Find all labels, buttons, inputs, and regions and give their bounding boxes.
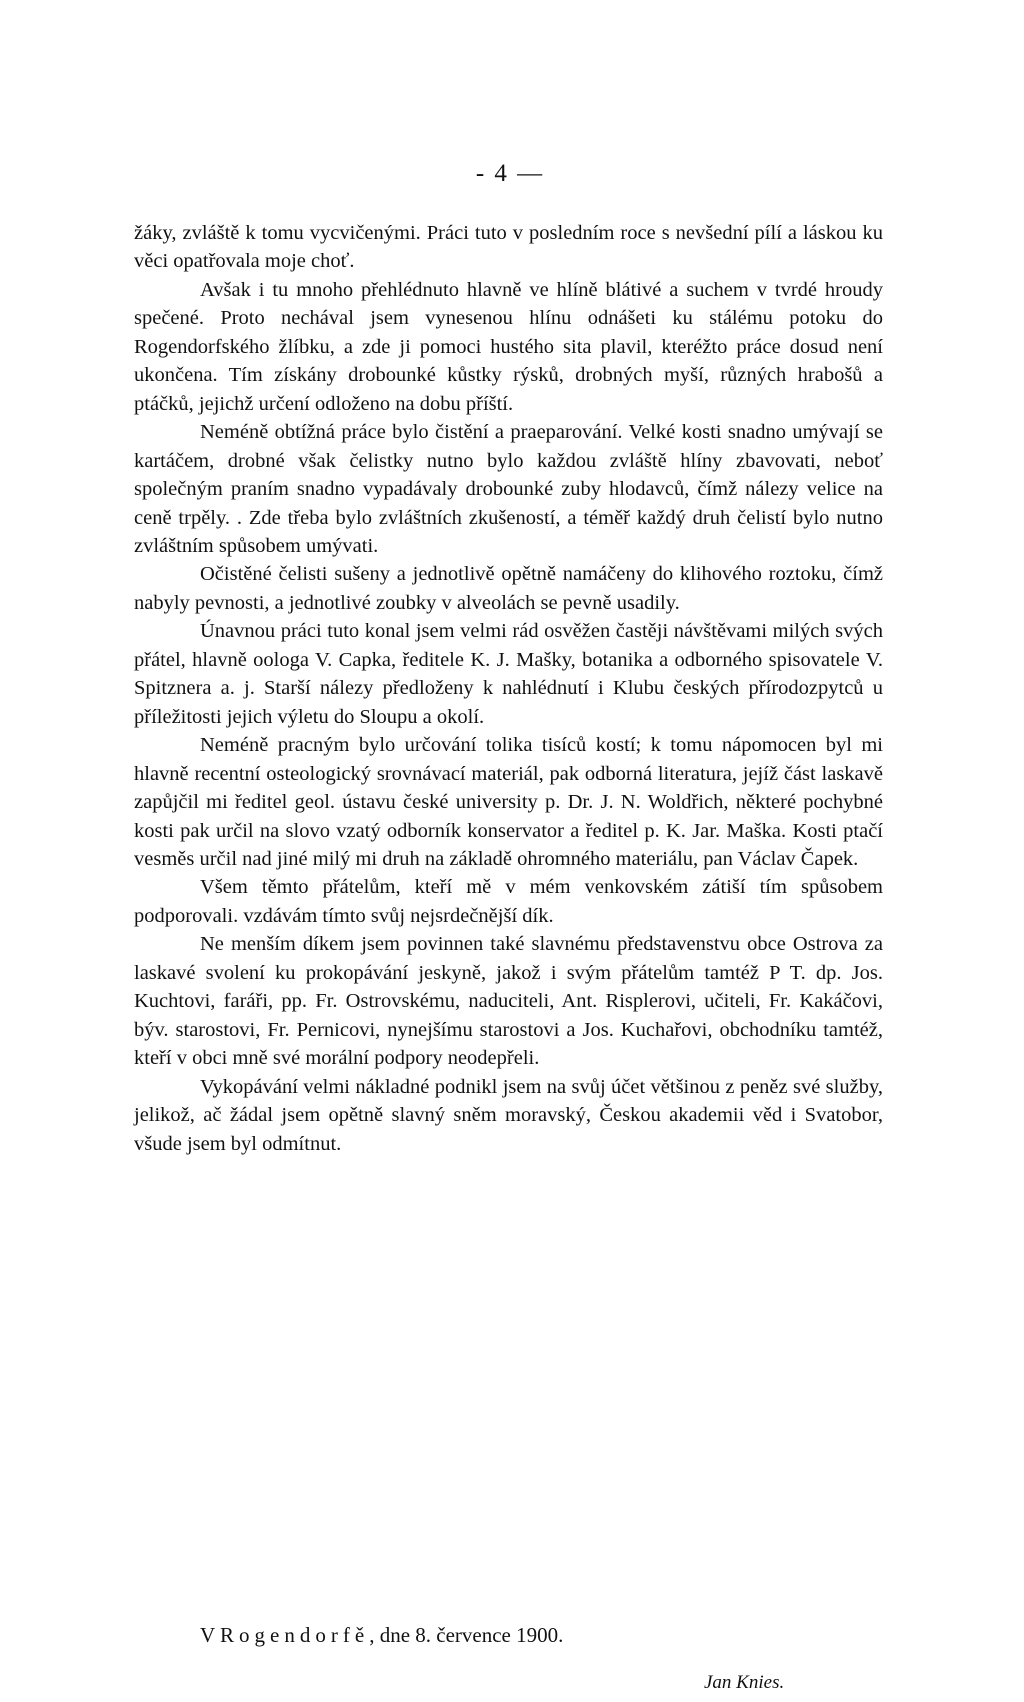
paragraph-drying: Očistěné čelisti sušeny a jednotlivě opětně namáčeny do klihového roztoku, čímž nabyly pevnosti, a jednotlivé zoubky v alveolách se pevně usadily. [134, 563, 883, 614]
paragraph-funding: Vykopávání velmi nákladné podnikl jsem na svůj účet většinou z peněz své služby, jelikož, ač žádal jsem opětně slavný sněm moravský, Českou akademii věd i Svatobor, všude jsem byl odmítnut. [134, 1075, 883, 1155]
page-number: - 4 — [475, 160, 545, 187]
paragraph-visits: Únavnou práci tuto konal jsem velmi rád osvěžen častěji návštěvami milých svých přátel, hlavně oologa V. Capka, ředitele K. J. Mašky, botanika a odborného spisovatele V. Spitznera a. j. Starší nálezy předloženy k nahlédnutí i Klubu českých přírodozpytců u příležitosti jejich výletu do Sloupu a okolí. [134, 620, 883, 728]
dateline-place: Rogendorfě [220, 1623, 370, 1647]
body-text [134, 219, 883, 1158]
paragraph-acknowledgement: Ne menším díkem jsem povinnen také slavnému představenstvu obce Ostrova za laskavé svolení ku prokopávání jeskyně, jakož i svým přátelům tamtéž P T. dp. Jos. Kuchtovi, faráři, pp. Fr. Ostrovskému, naduciteli, Ant. Risplerovi, učiteli, Fr. Kakáčovi, býv. starostovi, Fr. Pernicovi, nynejšímu starostovi a Jos. Kuchařovi, obchodníku tamtéž, kteří v obci mně své morální podpory neodepřeli. [134, 933, 883, 1070]
author-signature: Jan Knies. [704, 1672, 785, 1693]
paragraph-continuation: žáky, zvláště k tomu vycvičenými. Práci tuto v posledním roce s nevšední pílí a láskou ku věci opatřovala moje choť. [134, 222, 883, 273]
paragraph-thanks: Všem těmto přátelům, kteří mě v mém venkovském zátiší tím spůsobem podporovali. vzdávám tímto svůj nejsrdečnější dík. [134, 876, 883, 927]
paragraph-cleaning: Neméně obtížná práce bylo čistění a praeparování. Velké kosti snadno umývají se kartáčem, drobné však čelistky nutno bylo každou zvláště hlíny zbavovati, neboť společným praním snadno vypadávaly drobounké zuby hlodavců, čímž nálezy velice na ceně trpěly. . Zde třeba bylo zvláštních zkušeností, a téměř každý druh čelistí bylo nutno zvláštním spůsobem umývati. [134, 421, 883, 557]
paragraph-identification: Neméně pracným bylo určování tolika tisíců kostí; k tomu nápomocen byl mi hlavně recentní osteologický srovnávací materiál, pak odborná literatura, jejíž část laskavě zapůjčil mi ředitel geol. ústavu české university p. Dr. J. N. Woldřich, některé pochybné kosti pak určil na slovo vzatý odborník konservator a ředitel p. K. Jar. Maška. Kosti ptačí vesměs určil nad jiné milý mi druh na základě ohromného materiálu, pan Václav Čapek. [134, 734, 883, 870]
dateline-prefix: V [200, 1623, 221, 1647]
dateline-date: , dne 8. července 1900. [369, 1623, 564, 1647]
dateline [200, 1623, 563, 1648]
paragraph-sieving: Avšak i tu mnoho přehlédnuto hlavně ve hlíně blátivé a suchem v tvrdé hroudy spečené. Proto nechával jsem vynesenou hlínu odnášeti ku stálému potoku do Rogendorfského žlíbku, a zde ji pomoci hustého sita plavil, kteréžto práce dosud není ukončena. Tím získány drobounké kůstky rýsků, drobných myší, různých hrabošů a ptáčků, jejichž určení odloženo na dobu příští. [134, 278, 883, 415]
